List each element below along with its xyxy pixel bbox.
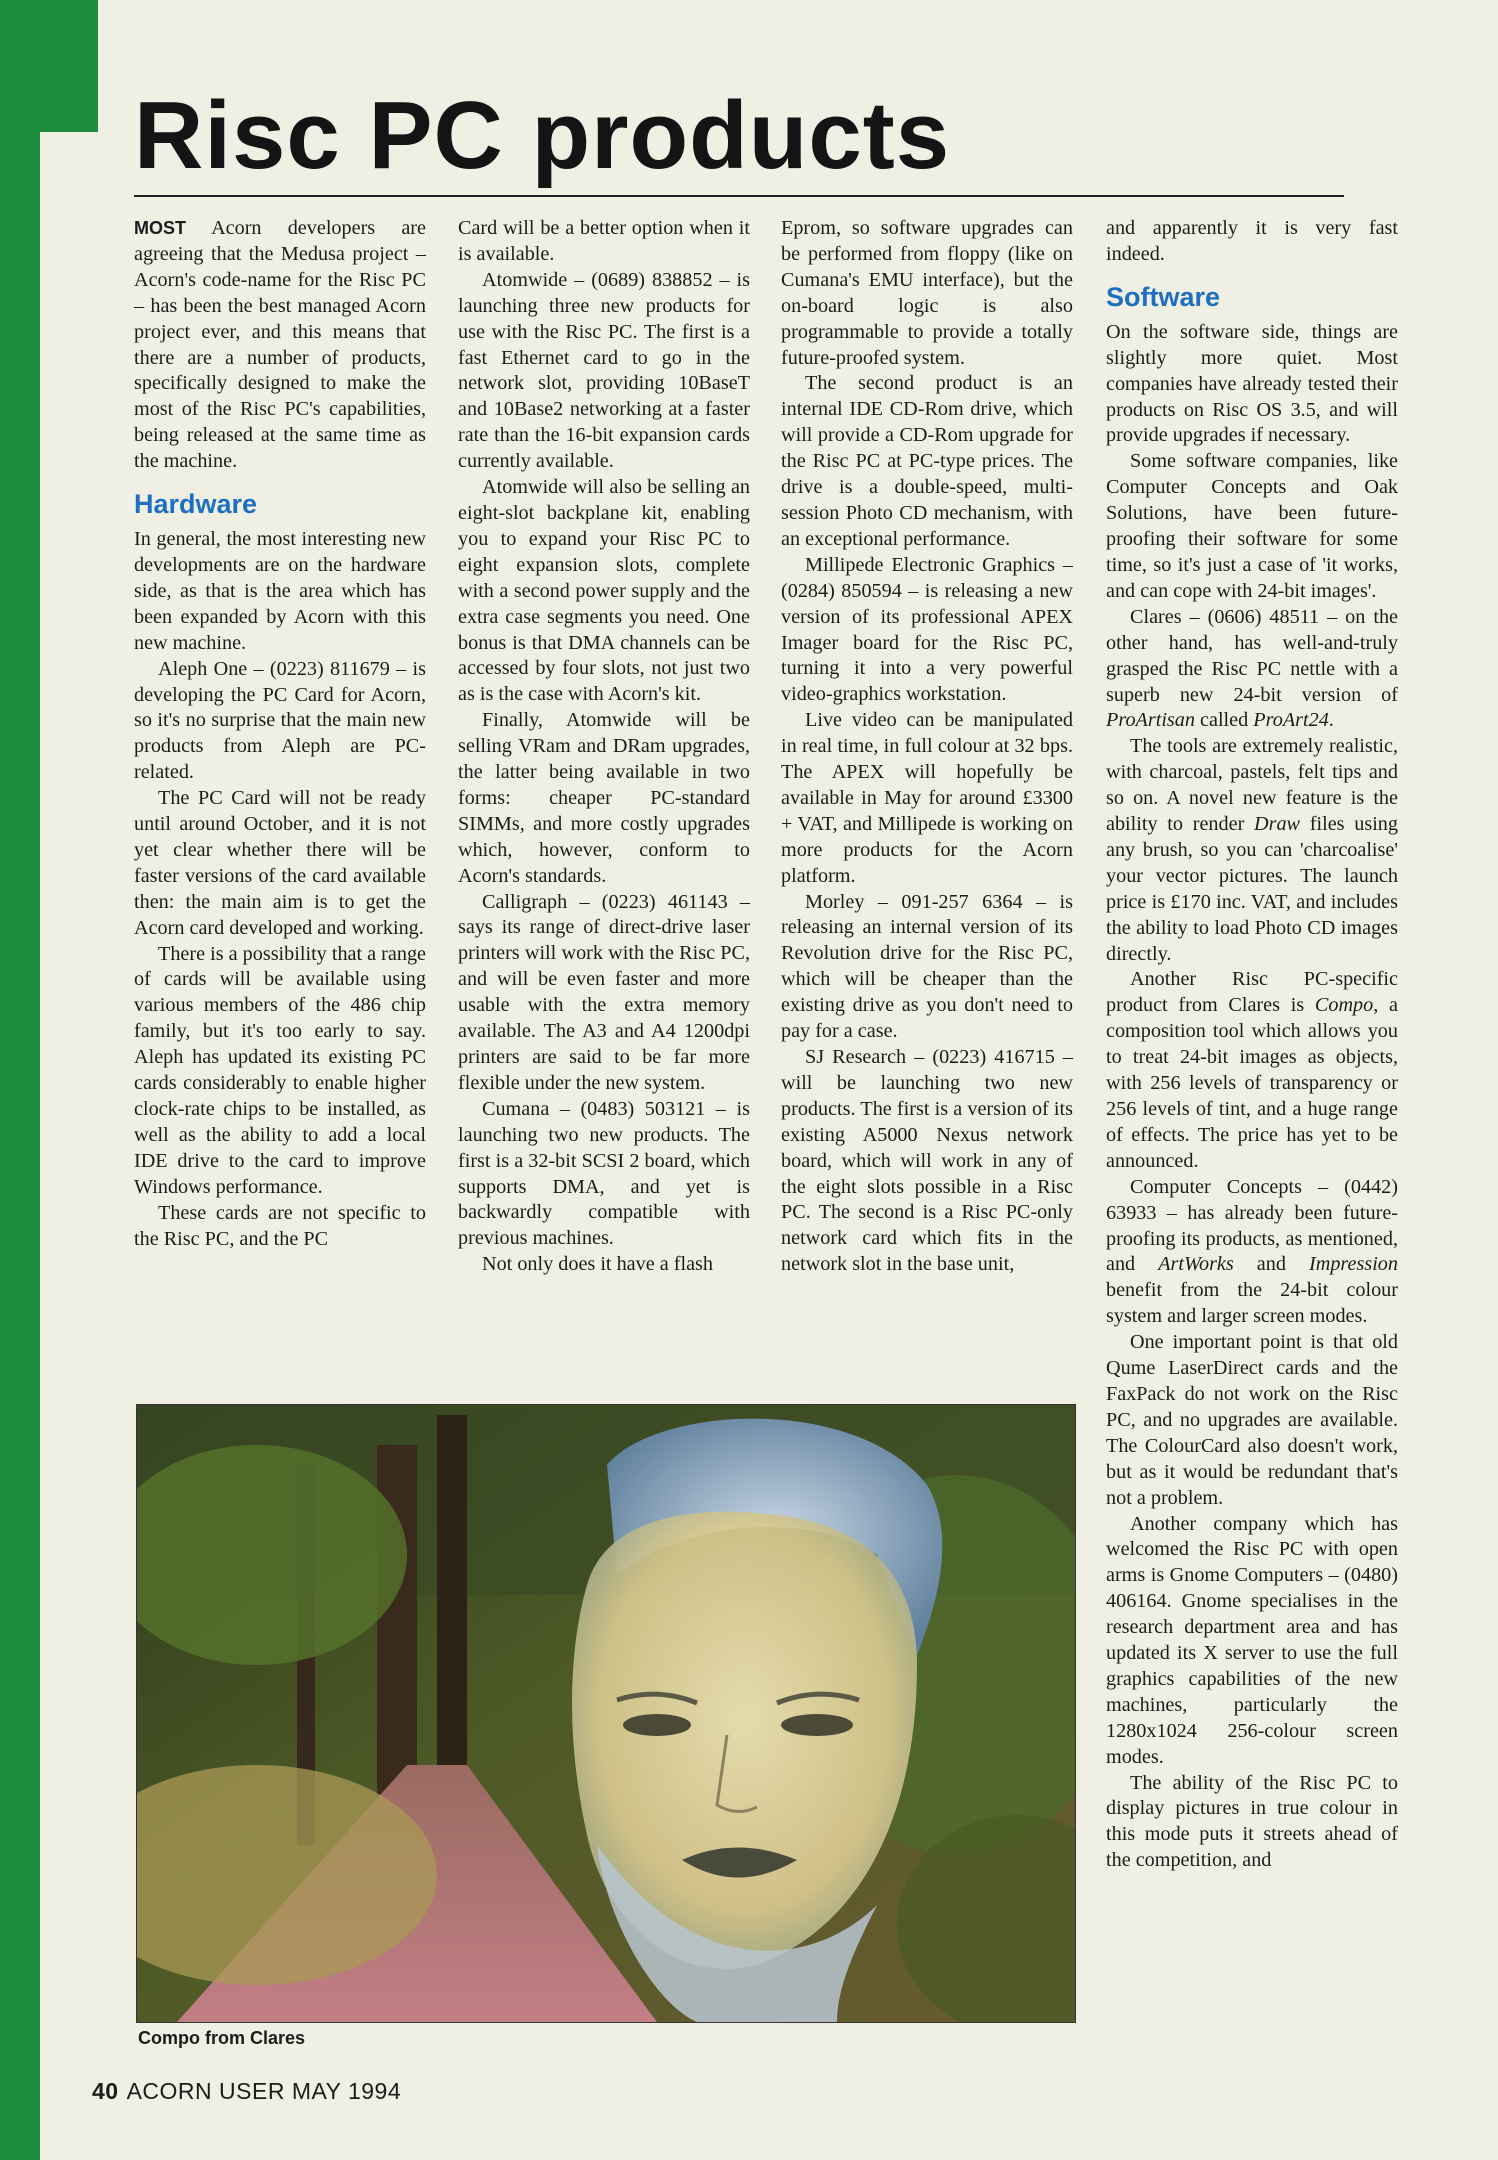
column-4 xyxy=(1106,216,1398,1874)
heading-software: Software xyxy=(1106,281,1221,312)
lead-word: MOST xyxy=(134,218,186,238)
paragraph xyxy=(1106,605,1398,735)
publication-name: ACORN USER MAY 1994 xyxy=(126,2078,402,2104)
paragraph: The ability of the Risc PC to display pictures in true colour in this mode puts it streets ahead of the competition, and xyxy=(1106,1771,1398,1872)
paragraph: Aleph One – (0223) 811679 – is developing the PC Card for Acorn, so it's no surprise that the main new products from Aleph are PC-related. xyxy=(134,657,426,784)
green-corner-tab xyxy=(0,0,98,132)
product-name: ProArt24 xyxy=(1253,709,1329,732)
compo-composite-photo xyxy=(136,1404,1076,2023)
page-footer xyxy=(92,2076,401,2106)
product-name: ProArtisan xyxy=(1106,709,1195,732)
green-margin-bar xyxy=(0,0,40,2160)
text: The tools are extremely realistic, with charcoal, pastels, felt tips and so on. A novel new feature is the ability to render xyxy=(1106,735,1398,836)
page-number: 40 xyxy=(92,2078,119,2104)
paragraph: Millipede Electronic Graphics – (0284) 850594 – is releasing a new version of its professional APEX Imager board for the Risc PC, turning it into a very powerful video-graphics workstation. xyxy=(781,553,1073,706)
text: called xyxy=(1194,709,1254,732)
paragraph: SJ Research – (0223) 416715 – will be launching two new products. The first is a version of its existing A5000 Nexus network board, which will work in any of the eight slots possible in a Risc PC. The second is a Risc PC-only network card which fits in the network slot in the base unit, xyxy=(781,1046,1073,1276)
paragraph: Atomwide – (0689) 838852 – is launching three new products for use with the Risc PC. The first is a fast Ethernet card to go in the network slot, providing 10BaseT and 10Base2 networking at a faster rate than the 16-bit expansion cards currently available. xyxy=(458,268,750,473)
text: benefit from the 24-bit colour system and larger screen modes. xyxy=(1106,1279,1398,1328)
paragraph: Finally, Atomwide will be selling VRam and DRam upgrades, the latter being available in two forms: cheaper PC-standard SIMMs, and more costly upgrades which, however, conform to Acorn's standards. xyxy=(458,709,750,887)
paragraph xyxy=(1106,967,1398,1174)
product-name: Draw xyxy=(1254,813,1301,836)
paragraph: Card will be a better option when it is available. xyxy=(458,217,750,265)
paragraph: Eprom, so software upgrades can be performed from floppy (like on Cumana's EMU interface), but the on-board logic is also programmable to provide a totally future-proofed system. xyxy=(781,217,1073,369)
heading-hardware: Hardware xyxy=(134,489,258,520)
column-1 xyxy=(134,216,426,1252)
text: files using any brush, so you can 'charcoalise' your vector pictures. The launch price is £170 inc. VAT, and includes the ability to load Photo CD images directly. xyxy=(1106,813,1398,965)
paragraph: One important point is that old Qume LaserDirect cards and the FaxPack do not work on the Risc PC, and no upgrades are available. The ColourCard also doesn't work, but as it would be redundant that's not a problem. xyxy=(1106,1331,1398,1509)
paragraph: and apparently it is very fast indeed. xyxy=(1106,217,1398,265)
paragraph-text: Acorn developers are agreeing that the Medusa project – Acorn's code-name for the Risc PC – has been the best managed Acorn project ever, and this means that there are a number of products, specifically designed to make the most of the Risc PC's capabilities, being released at the same time as the machine. xyxy=(134,217,426,473)
paragraph: These cards are not specific to the Risc PC, and the PC xyxy=(134,1201,426,1250)
paragraph xyxy=(134,216,426,475)
text: , a composition tool which allows you to treat 24-bit images as objects, with 256 levels of transparency or 256 levels of tint, and a huge range of effects. The price has yet to be announced. xyxy=(1106,994,1398,1172)
paragraph: The PC Card will not be ready until around October, and it is not yet clear whether there will be faster versions of the card available then: the main aim is to get the Acorn card developed and working. xyxy=(134,787,426,939)
paragraph: There is a possibility that a range of cards will be available using various members of the 486 chip family, but it's too early to say. Aleph has updated its existing PC cards considerably to enable higher clock-rate chips to be installed, as well as the ability to add a local IDE drive to the card to improve Windows performance. xyxy=(134,942,426,1198)
paragraph: Another company which has welcomed the Risc PC with open arms is Gnome Computers – (0480) 406164. Gnome specialises in the research department area and has updated its X server to use the full graphics capabilities of the new machines, particularly the 1280x1024 256-colour screen modes. xyxy=(1106,1512,1398,1768)
paragraph: Cumana – (0483) 503121 – is launching two new products. The first is a 32-bit SCSI 2 board, which supports DMA, and yet is backwardly compatible with previous machines. xyxy=(458,1097,750,1250)
paragraph: The second product is an internal IDE CD-Rom drive, which will provide a CD-Rom upgrade for the Risc PC at PC-type prices. The drive is a double-speed, multi-session Photo CD mechanism, with an exceptional performance. xyxy=(781,372,1073,550)
product-name: Impression xyxy=(1309,1253,1398,1276)
paragraph: Some software companies, like Computer Concepts and Oak Solutions, have been future-proofing their software for some time, so it's just a case of 'it works, and can cope with 24-bit images'. xyxy=(1106,450,1398,602)
paragraph xyxy=(1106,1175,1398,1330)
paragraph: Live video can be manipulated in real time, in full colour at 32 bps. The APEX will hopefully be available in May for around £3300 + VAT, and Millipede is working on more products for the Acorn platform. xyxy=(781,709,1073,887)
column-3 xyxy=(781,216,1073,1278)
column-2 xyxy=(458,216,750,1278)
paragraph: On the software side, things are slightly more quiet. Most companies have already tested their products on Risc OS 3.5, and will provide upgrades if necessary. xyxy=(1106,320,1398,447)
title-rule xyxy=(134,195,1344,197)
paragraph: Morley – 091-257 6364 – is releasing an internal version of its Revolution drive for the Risc PC, which will be cheaper than the existing drive as you don't need to pay for a case. xyxy=(781,890,1073,1043)
text: Clares – (0606) 48511 – on the other hand, has well-and-truly grasped the Risc PC nettle with a superb new 24-bit version of xyxy=(1106,605,1398,706)
photo-illustration xyxy=(137,1405,1075,2022)
paragraph xyxy=(1106,734,1398,967)
text: and xyxy=(1233,1253,1310,1276)
photo-caption: Compo from Clares xyxy=(138,2028,306,2048)
text: Computer Concepts – (0442) 63933 – has already been future-proofing its products, as mentioned, and xyxy=(1106,1175,1398,1276)
page-title: Risc PC products xyxy=(134,82,951,189)
paragraph: Not only does it have a flash xyxy=(482,1253,713,1276)
product-name: Compo xyxy=(1314,994,1374,1017)
text: Another Risc PC-specific product from Clares is xyxy=(1106,968,1398,1017)
paragraph: Atomwide will also be selling an eight-slot backplane kit, enabling you to expand your Risc PC to eight expansion slots, complete with a second power supply and the extra case segments you need. One bonus is that DMA channels can be accessed by four slots, not just two as is the case with Acorn's kit. xyxy=(458,476,750,706)
text: . xyxy=(1328,709,1334,732)
paragraph: In general, the most interesting new developments are on the hardware side, as that is the area which has been expanded by Acorn with this new machine. xyxy=(134,528,426,654)
paragraph: Calligraph – (0223) 461143 – says its range of direct-drive laser printers will work with the Risc PC, and will be even faster and more usable with the extra memory available. The A3 and A4 1200dpi printers are said to be far more flexible under the new system. xyxy=(458,890,750,1094)
product-name: ArtWorks xyxy=(1158,1253,1234,1276)
